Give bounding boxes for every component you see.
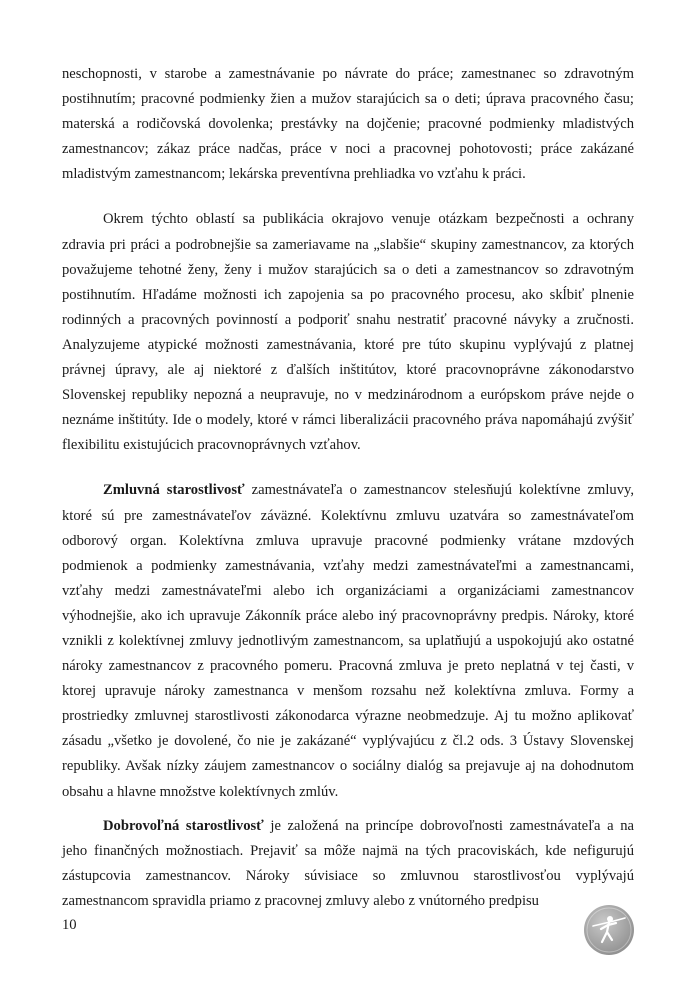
term-dobrovolna-starostlivost: Dobrovoľná starostlivosť xyxy=(103,817,264,834)
runner-silhouette-icon xyxy=(583,904,635,956)
paragraph-2: Okrem týchto oblastí sa publikácia okrajovo venuje otázkam bezpečnosti a ochrany zdravia pri práci a podrobnejšie sa zameriavame na „slabšie“ skupiny zamestnancov, za ktorých považujeme tehotné ženy, ženy i mužov starajúcich sa o deti a zamestnancov so zdravotným postihnutím. Hľadáme možnosti ich zapojenia sa po pracovného procesu, ako skĺbiť plnenie rodinných a pracovných povinností a podporiť snahu nestratiť pracovné návyky a zručnosti. Analyzujeme atypické možnosti zamestnávania, ktoré pre túto skupinu vyplývajú z platnej právnej úpravy, ale aj niektoré z ďalších inštitútov, ktoré pracovnoprávne zákonodarstvo Slovenskej republiky nepozná a neupravuje, no v medzinárodnom a európskom práve nejde o neznáme inštitúty. Ide o modely, ktoré v rámci liberalizácii pracovného práva napomáhajú zvýšiť flexibilitu existujúcich pracovnoprávnych vzťahov. xyxy=(62,211,634,454)
paragraph-3 xyxy=(62,478,634,804)
page-number: 10 xyxy=(62,917,77,933)
term-zmluvna-starostlivost: Zmluvná starostlivosť xyxy=(103,482,245,499)
paragraph-4 xyxy=(62,814,634,914)
body-text xyxy=(62,62,634,914)
paragraph-4-text: je založená na princípe dobrovoľnosti zamestnávateľa a na jeho finančných možnostiach. Prejaviť sa môže najmä na tých pracoviskách, kde nefigurujú zástupcovia zamestnancov. Nároky súvisiace so zmluvnou starostlivosťou vyplývajú zamestnancom spravidla priamo z pracovnej zmluvy alebo z vnútorného predpisu xyxy=(62,817,634,909)
paragraph-3-text: zamestnávateľa o zamestnancov stelesňujú kolektívne zmluvy, ktoré sú pre zamestnávateľov záväzné. Kolektívnu zmluvu uzatvára so zamestnávateľom odborový organ. Kolektívna zmluva upravuje pracovné podmienky vrátane mzdových podmienok a podmienky zamestnávania, vzťahy medzi zamestnávateľmi a zamestnancami, vzťahy medzi zamestnávateľmi alebo ich organizáciami a organizáciami zamestnancov výhodnejšie, ako ich upravuje Zákonník práce alebo iný pracovnoprávny predpis. Nároky, ktoré vznikli z kolektívnej zmluvy jednotlivým zamestnancom, sa uplatňujú a uspokojujú ako ostatné nároky zamestnancov z pracovného pomeru. Pracovná zmluva je preto neplatná v tej časti, v ktorej upravuje nároky zamestnanca v menšom rozsahu než kolektívna zmluva. Formy a prostriedky zmluvnej starostlivosti zákonodarca výrazne neobmedzuje. Aj tu možno aplikovať zásadu „všetko je dovolené, čo nie je zakázané“ vyplývajúcu z čl.2 ods. 3 Ústavy Slovenskej republiky. Avšak nízky záujem zamestnancov o sociálny dialóg sa prejavuje aj na dohodnutom obsahu a hlavne množstve kolektívnych zmlúv. xyxy=(62,482,634,800)
paragraph-1: neschopnosti, v starobe a zamestnávanie po návrate do práce; zamestnanec so zdravotným postihnutím; pracovné podmienky žien a mužov starajúcich sa o deti; úprava pracovného času; materská a rodičovská dovolenka; prestávky na dojčenie; pracovné podmienky mladistvých zamestnancov; zákaz práce nadčas, práce v noci a pracovnej pohotovosti; práce zakázané mladistvým zamestnancom; lekárska preventívna prehliadka vo vzťahu k práci. xyxy=(62,66,634,183)
logo-emblem xyxy=(583,904,635,956)
